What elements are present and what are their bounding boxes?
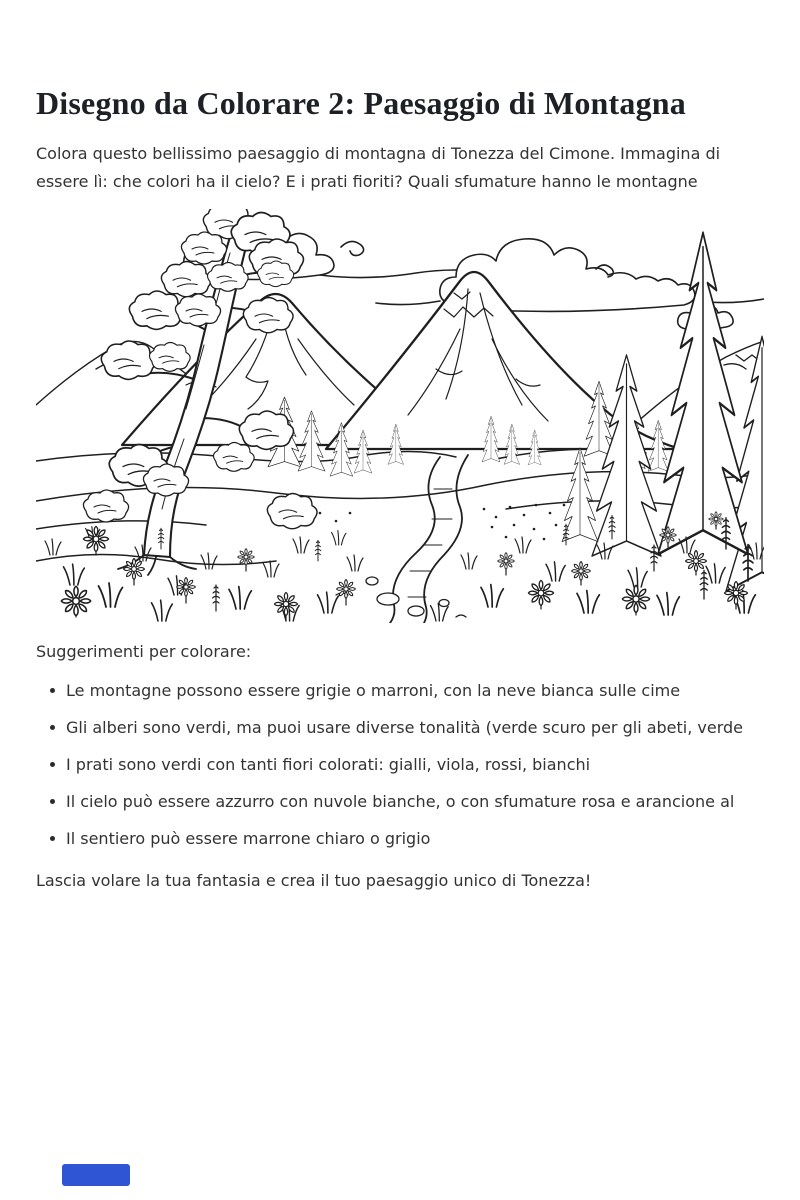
trail-path xyxy=(390,455,468,623)
list-item xyxy=(36,824,764,853)
coloring-illustration xyxy=(36,209,764,623)
suggestion-text: Il sentiero può essere marrone chiaro o grigio xyxy=(66,829,431,849)
list-item xyxy=(36,713,764,742)
suggestions-list xyxy=(36,676,764,853)
bottom-blue-element[interactable] xyxy=(62,1164,130,1186)
page-title: Disegno da Colorare 2: Paesaggio di Montagna xyxy=(36,85,686,121)
dotted-meadow xyxy=(289,504,592,541)
suggestion-text: Le montagne possono essere grigie o marroni, con la neve bianca sulle cime xyxy=(66,681,681,701)
list-item xyxy=(36,750,764,779)
suggestion-text: Il cielo può essere azzurro con nuvole bianche, o con sfumature rosa e arancione al xyxy=(66,792,735,812)
mountain-landscape-line-art xyxy=(36,209,764,623)
suggestions-heading: Suggerimenti per colorare: xyxy=(36,642,252,662)
rocks xyxy=(336,577,466,617)
closing-paragraph: Lascia volare la tua fantasia e crea il tuo paesaggio unico di Tonezza! xyxy=(36,871,592,891)
suggestion-text: Gli alberi sono verdi, ma puoi usare diverse tonalità (verde scuro per gli abeti, verde xyxy=(66,718,744,738)
intro-paragraph: Colora questo bellissimo paesaggio di montagna di Tonezza del Cimone. Immagina di essere lì: che colori ha il cielo? E i prati fioriti? Quali sfumature hanno le montagne xyxy=(36,144,721,192)
list-item xyxy=(36,787,764,816)
list-item xyxy=(36,676,764,705)
suggestion-text: I prati sono verdi con tanti fiori colorati: gialli, viola, rossi, bianchi xyxy=(66,755,591,775)
